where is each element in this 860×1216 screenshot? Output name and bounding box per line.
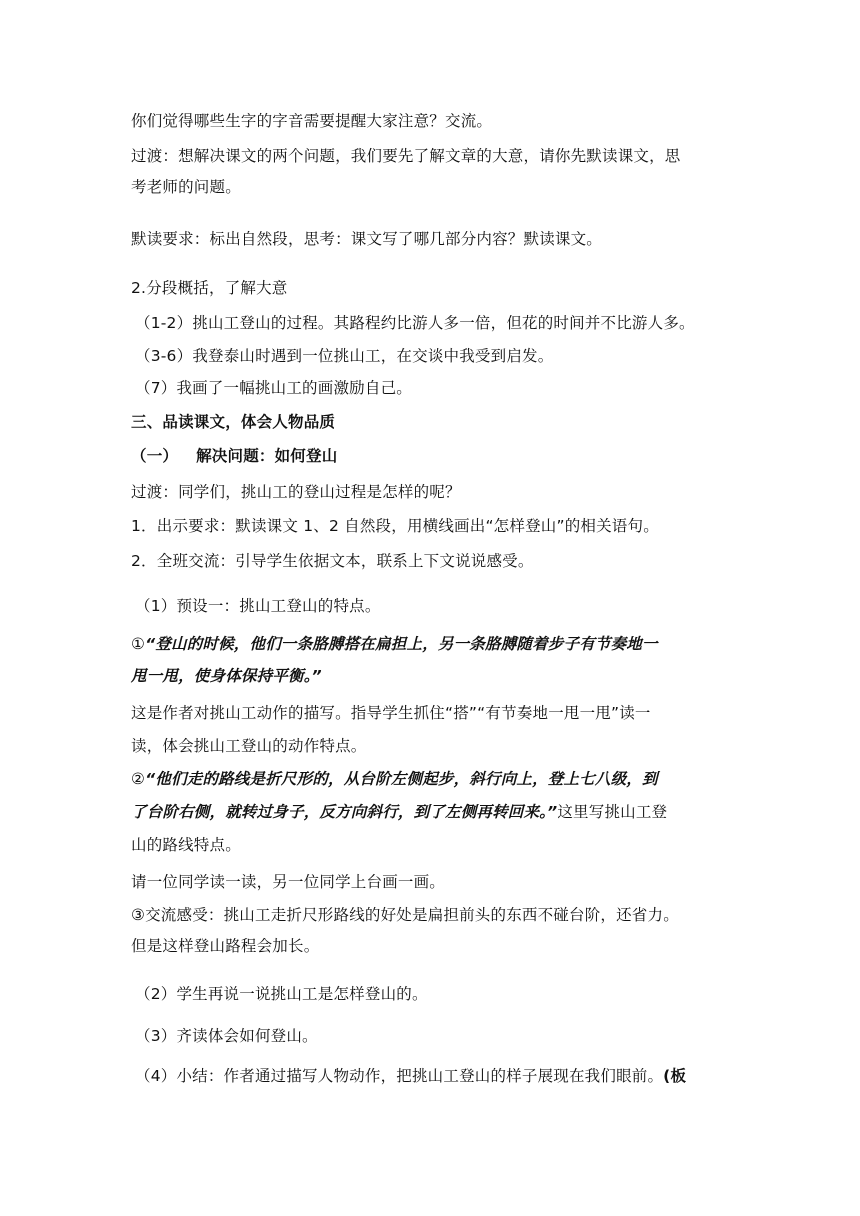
list-item: （1-2）挑山工登山的过程。其路程约比游人多一倍，但花的时间并不比游人多。 [135, 314, 695, 332]
quote-line [131, 634, 658, 654]
quote-line [131, 802, 667, 822]
subsection-heading [131, 446, 337, 466]
list-item: （3-6）我登泰山时遇到一位挑山工，在交谈中我受到启发。 [135, 347, 554, 365]
section-subheading: 2.分段概括，了解大意 [131, 279, 288, 297]
quote-text: 了台阶右侧，就转过身子，反方向斜行，到了左侧再转回来。” [131, 803, 558, 821]
paragraph-line [135, 1066, 686, 1086]
paragraph-line: 过渡：想解决课文的两个问题，我们要先了解文章的大意，请你先默读课文，思 [131, 147, 681, 165]
paragraph-line: 考老师的问题。 [131, 178, 241, 196]
paragraph-line: （2）学生再说一说挑山工是怎样登山的。 [135, 985, 428, 1003]
circled-number: ② [131, 770, 146, 788]
paragraph-line: 请一位同学读一读，另一位同学上台画一画。 [131, 873, 446, 891]
paragraph-line: （1）预设一：挑山工登山的特点。 [135, 597, 381, 615]
paragraph-text-bold: (板 [663, 1067, 687, 1085]
subsection-title: 解决问题：如何登山 [196, 447, 338, 465]
quote-line: 甩一甩，使身体保持平衡。” [131, 667, 322, 685]
quote-text: “他们走的路线是折尺形的，从台阶左侧起步，斜行向上，登上七八级，到 [145, 770, 658, 788]
paragraph-line: 读，体会挑山工登山的动作特点。 [131, 737, 367, 755]
circled-number: ① [131, 635, 146, 653]
quote-text: “登山的时候，他们一条胳膊搭在扁担上，另一条胳膊随着步子有节奏地一 [145, 635, 658, 653]
paragraph-line: 1．出示要求：默读课文 1、2 自然段，用横线画出“怎样登山”的相关语句。 [131, 517, 659, 535]
paragraph-line: 山的路线特点。 [131, 836, 241, 854]
subsection-number: （一） [131, 447, 179, 465]
paragraph-line: 但是这样登山路程会加长。 [131, 937, 320, 955]
paragraph-line: 过渡：同学们，挑山工的登山过程是怎样的呢？ [131, 483, 461, 501]
list-item: （7）我画了一幅挑山工的画激励自己。 [135, 379, 412, 397]
paragraph-text: （4）小结：作者通过描写人物动作，把挑山工登山的样子展现在我们眼前。 [135, 1067, 664, 1085]
paragraph-line: 2．全班交流：引导学生依据文本，联系上下文说说感受。 [131, 552, 534, 570]
paragraph-line: 默读要求：标出自然段，思考：课文写了哪几部分内容？默读课文。 [131, 230, 603, 248]
paragraph-text: 这里写挑山工登 [557, 803, 668, 821]
paragraph-line: 你们觉得哪些生字的字音需要提醒大家注意？交流。 [131, 112, 493, 130]
paragraph-line: ③交流感受：挑山工走折尺形路线的好处是扁担前头的东西不碰台阶，还省力。 [131, 906, 679, 924]
section-heading: 三、品读课文，体会人物品质 [131, 413, 336, 431]
quote-line [131, 769, 658, 789]
paragraph-line: 这是作者对挑山工动作的描写。指导学生抓住“搭”“有节奏地一甩一甩”读一 [131, 704, 651, 722]
paragraph-line: （3）齐读体会如何登山。 [135, 1027, 318, 1045]
